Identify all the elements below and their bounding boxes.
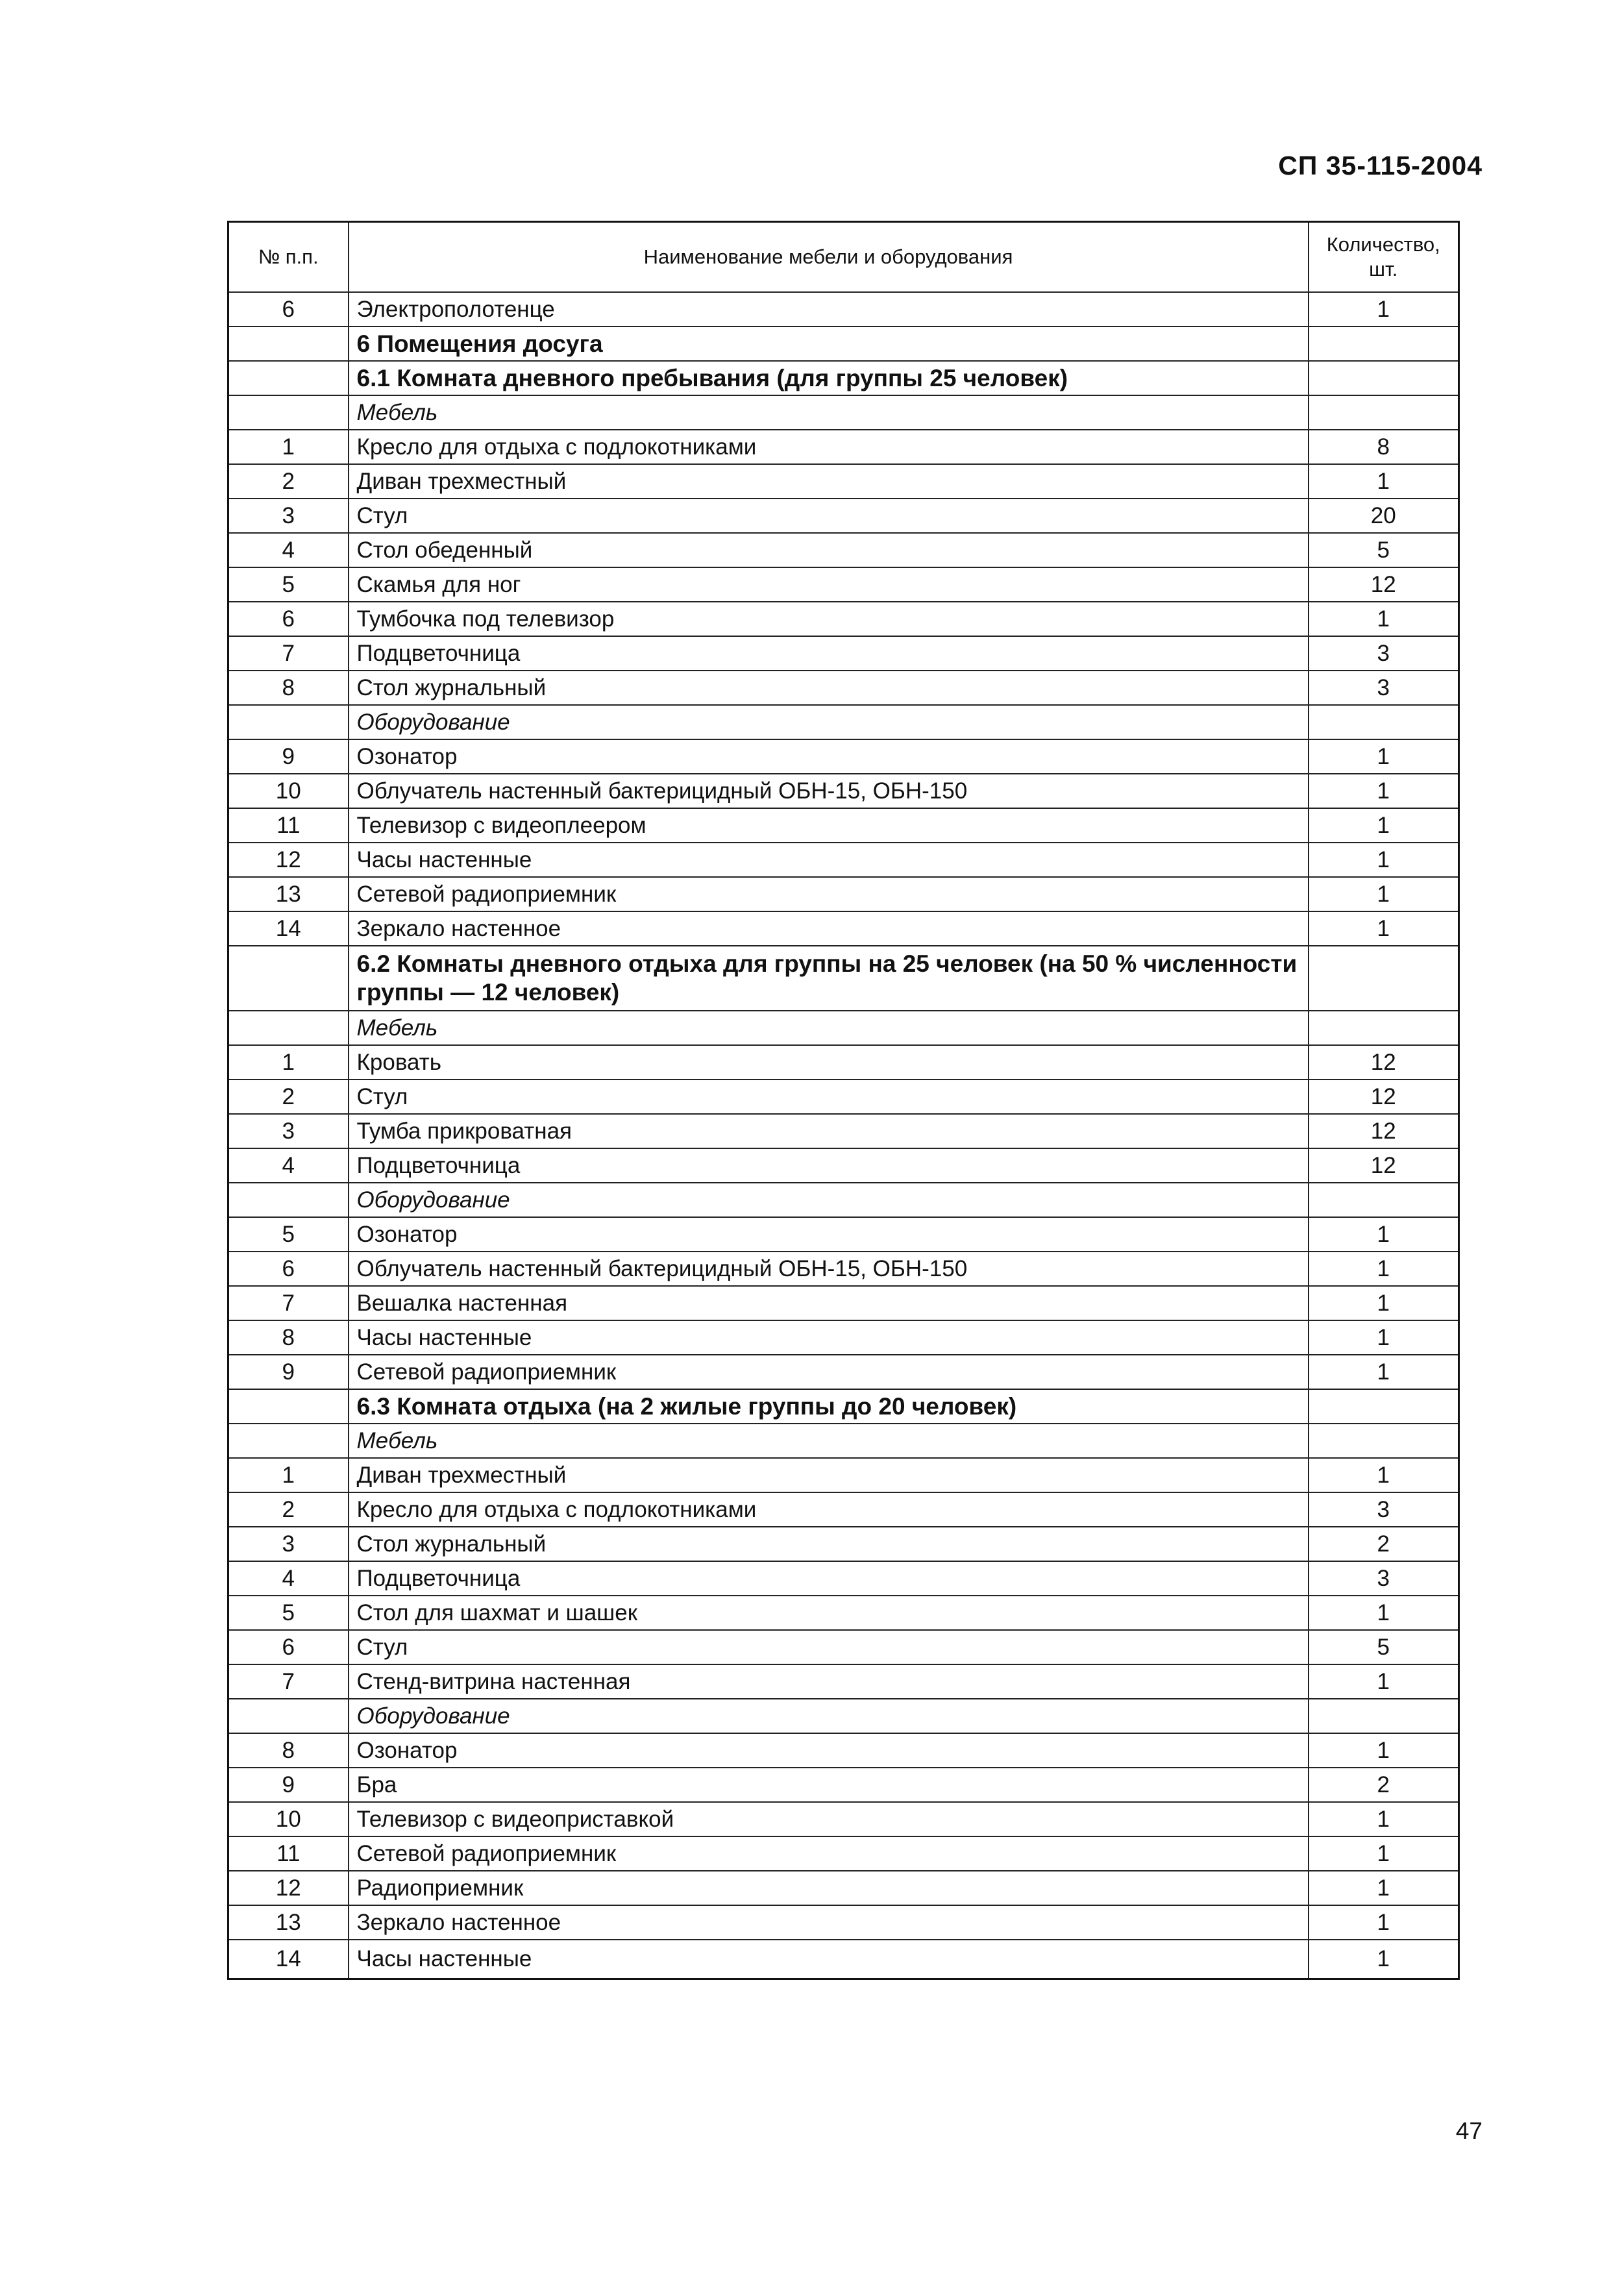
row-number-cell: 7 xyxy=(228,1664,349,1699)
row-name-cell: Кровать xyxy=(349,1045,1309,1080)
row-name-cell: Озонатор xyxy=(349,739,1309,774)
table-row xyxy=(228,499,1459,533)
row-number-cell xyxy=(228,1183,349,1217)
row-name-cell: Радиоприемник xyxy=(349,1871,1309,1905)
row-name-cell: Мебель xyxy=(349,1424,1309,1458)
row-quantity-cell: 1 xyxy=(1309,1320,1459,1355)
table-row xyxy=(228,774,1459,808)
row-quantity-cell: 1 xyxy=(1309,1596,1459,1630)
row-name-cell: Облучатель настенный бактерицидный ОБН-15, ОБН-150 xyxy=(349,1252,1309,1286)
row-quantity-cell: 20 xyxy=(1309,499,1459,533)
row-quantity-cell xyxy=(1309,395,1459,430)
row-name-cell: Тумбочка под телевизор xyxy=(349,602,1309,636)
table-row xyxy=(228,1527,1459,1561)
row-quantity-cell: 1 xyxy=(1309,602,1459,636)
table-row xyxy=(228,1940,1459,1979)
row-number-cell: 6 xyxy=(228,1630,349,1664)
table-row xyxy=(228,1802,1459,1836)
row-name-cell: Сетевой радиоприемник xyxy=(349,1355,1309,1389)
row-number-cell: 2 xyxy=(228,1080,349,1114)
row-quantity-cell xyxy=(1309,1011,1459,1045)
row-number-cell: 13 xyxy=(228,1905,349,1940)
document-code: СП 35-115-2004 xyxy=(1278,151,1483,180)
table-row xyxy=(228,739,1459,774)
row-name-cell: Кресло для отдыха с подлокотниками xyxy=(349,1492,1309,1527)
row-quantity-cell: 2 xyxy=(1309,1768,1459,1802)
row-name-cell: Оборудование xyxy=(349,1699,1309,1733)
row-number-cell: 5 xyxy=(228,567,349,602)
table-row xyxy=(228,1699,1459,1733)
row-number-cell: 4 xyxy=(228,533,349,567)
row-number-cell: 9 xyxy=(228,1355,349,1389)
table-row xyxy=(228,1424,1459,1458)
row-quantity-cell xyxy=(1309,1699,1459,1733)
table-row xyxy=(228,1836,1459,1871)
row-quantity-cell: 1 xyxy=(1309,911,1459,946)
row-name-cell: Тумба прикроватная xyxy=(349,1114,1309,1148)
row-number-cell xyxy=(228,946,349,1011)
row-name-cell: Телевизор с видеоплеером xyxy=(349,808,1309,843)
row-quantity-cell: 3 xyxy=(1309,636,1459,671)
table-row xyxy=(228,1286,1459,1320)
row-number-cell: 6 xyxy=(228,602,349,636)
row-number-cell: 6 xyxy=(228,1252,349,1286)
row-quantity-cell: 1 xyxy=(1309,1664,1459,1699)
row-name-cell: Стол журнальный xyxy=(349,1527,1309,1561)
row-name-cell: Подцветочница xyxy=(349,1561,1309,1596)
row-quantity-cell: 12 xyxy=(1309,567,1459,602)
row-name-cell: 6.2 Комнаты дневного отдыха для группы на 25 человек (на 50 % численности группы — 12 человек) xyxy=(349,946,1309,1011)
row-number-cell: 1 xyxy=(228,1458,349,1492)
row-number-cell: 2 xyxy=(228,464,349,499)
table-row xyxy=(228,1492,1459,1527)
row-quantity-cell: 1 xyxy=(1309,1286,1459,1320)
row-number-cell xyxy=(228,361,349,395)
row-quantity-cell: 2 xyxy=(1309,1527,1459,1561)
row-name-cell: Стенд-витрина настенная xyxy=(349,1664,1309,1699)
page-number: 47 xyxy=(1455,2118,1483,2144)
row-quantity-cell xyxy=(1309,1183,1459,1217)
table-row xyxy=(228,1217,1459,1252)
row-quantity-cell: 1 xyxy=(1309,1733,1459,1768)
row-quantity-cell: 1 xyxy=(1309,843,1459,877)
row-quantity-cell: 1 xyxy=(1309,1940,1459,1979)
row-quantity-cell: 5 xyxy=(1309,1630,1459,1664)
row-number-cell: 3 xyxy=(228,1114,349,1148)
row-name-cell: Озонатор xyxy=(349,1217,1309,1252)
table-row xyxy=(228,1355,1459,1389)
table-header-row xyxy=(228,222,1459,293)
table-row xyxy=(228,1183,1459,1217)
row-number-cell xyxy=(228,395,349,430)
table-row xyxy=(228,843,1459,877)
row-name-cell: Подцветочница xyxy=(349,1148,1309,1183)
table-row xyxy=(228,1905,1459,1940)
row-number-cell xyxy=(228,1424,349,1458)
row-number-cell: 1 xyxy=(228,1045,349,1080)
row-name-cell: Стол журнальный xyxy=(349,671,1309,705)
row-number-cell: 10 xyxy=(228,1802,349,1836)
row-name-cell: Электрополотенце xyxy=(349,292,1309,327)
table-row xyxy=(228,567,1459,602)
row-number-cell: 7 xyxy=(228,636,349,671)
table-row xyxy=(228,1458,1459,1492)
row-quantity-cell: 3 xyxy=(1309,1561,1459,1596)
table-row xyxy=(228,533,1459,567)
row-quantity-cell xyxy=(1309,1424,1459,1458)
table-row xyxy=(228,1320,1459,1355)
table-row xyxy=(228,327,1459,361)
table-row xyxy=(228,361,1459,395)
row-quantity-cell xyxy=(1309,946,1459,1011)
row-name-cell: Зеркало настенное xyxy=(349,911,1309,946)
row-name-cell: 6 Помещения досуга xyxy=(349,327,1309,361)
table-row xyxy=(228,602,1459,636)
row-name-cell: Оборудование xyxy=(349,705,1309,739)
row-name-cell: Мебель xyxy=(349,395,1309,430)
row-name-cell: Оборудование xyxy=(349,1183,1309,1217)
row-number-cell: 12 xyxy=(228,843,349,877)
row-number-cell: 5 xyxy=(228,1596,349,1630)
row-name-cell: Стул xyxy=(349,1080,1309,1114)
row-name-cell: Стол обеденный xyxy=(349,533,1309,567)
row-number-cell xyxy=(228,705,349,739)
row-name-cell: Стол для шахмат и шашек xyxy=(349,1596,1309,1630)
row-number-cell xyxy=(228,327,349,361)
row-name-cell: Озонатор xyxy=(349,1733,1309,1768)
row-name-cell: Скамья для ног xyxy=(349,567,1309,602)
table-row xyxy=(228,877,1459,911)
row-number-cell: 11 xyxy=(228,1836,349,1871)
row-name-cell: Кресло для отдыха с подлокотниками xyxy=(349,430,1309,464)
row-number-cell: 7 xyxy=(228,1286,349,1320)
row-quantity-cell: 12 xyxy=(1309,1114,1459,1148)
row-quantity-cell: 12 xyxy=(1309,1080,1459,1114)
row-quantity-cell: 1 xyxy=(1309,1802,1459,1836)
table-row xyxy=(228,705,1459,739)
table-row xyxy=(228,464,1459,499)
row-quantity-cell: 5 xyxy=(1309,533,1459,567)
row-name-cell: Облучатель настенный бактерицидный ОБН-15, ОБН-150 xyxy=(349,774,1309,808)
row-number-cell: 11 xyxy=(228,808,349,843)
row-number-cell: 6 xyxy=(228,292,349,327)
row-number-cell: 5 xyxy=(228,1217,349,1252)
row-number-cell: 8 xyxy=(228,1733,349,1768)
row-quantity-cell: 12 xyxy=(1309,1148,1459,1183)
row-quantity-cell: 3 xyxy=(1309,1492,1459,1527)
row-number-cell: 8 xyxy=(228,671,349,705)
table-row xyxy=(228,292,1459,327)
row-name-cell: Сетевой радиоприемник xyxy=(349,1836,1309,1871)
row-name-cell: 6.3 Комната отдыха (на 2 жилые группы до 20 человек) xyxy=(349,1389,1309,1424)
row-quantity-cell: 1 xyxy=(1309,464,1459,499)
row-name-cell: Мебель xyxy=(349,1011,1309,1045)
row-number-cell: 2 xyxy=(228,1492,349,1527)
row-number-cell: 3 xyxy=(228,1527,349,1561)
row-number-cell: 4 xyxy=(228,1148,349,1183)
row-name-cell: Диван трехместный xyxy=(349,464,1309,499)
row-quantity-cell: 3 xyxy=(1309,671,1459,705)
row-quantity-cell: 1 xyxy=(1309,1252,1459,1286)
row-name-cell: Диван трехместный xyxy=(349,1458,1309,1492)
row-name-cell: Стул xyxy=(349,499,1309,533)
row-number-cell: 10 xyxy=(228,774,349,808)
column-header-quantity: Количество, шт. xyxy=(1309,222,1459,293)
row-number-cell: 12 xyxy=(228,1871,349,1905)
row-quantity-cell: 1 xyxy=(1309,1355,1459,1389)
row-quantity-cell xyxy=(1309,361,1459,395)
table-row xyxy=(228,1768,1459,1802)
row-name-cell: Телевизор с видеоприставкой xyxy=(349,1802,1309,1836)
row-quantity-cell: 1 xyxy=(1309,1871,1459,1905)
row-number-cell: 1 xyxy=(228,430,349,464)
table-row xyxy=(228,1664,1459,1699)
row-name-cell: Зеркало настенное xyxy=(349,1905,1309,1940)
table-row xyxy=(228,1252,1459,1286)
row-name-cell: Часы настенные xyxy=(349,843,1309,877)
row-number-cell: 14 xyxy=(228,1940,349,1979)
row-number-cell: 13 xyxy=(228,877,349,911)
row-quantity-cell xyxy=(1309,327,1459,361)
row-quantity-cell: 1 xyxy=(1309,1905,1459,1940)
table-row xyxy=(228,636,1459,671)
row-name-cell: Часы настенные xyxy=(349,1320,1309,1355)
row-number-cell: 4 xyxy=(228,1561,349,1596)
row-quantity-cell: 1 xyxy=(1309,774,1459,808)
row-number-cell xyxy=(228,1389,349,1424)
table-row xyxy=(228,946,1459,1011)
row-name-cell: 6.1 Комната дневного пребывания (для группы 25 человек) xyxy=(349,361,1309,395)
row-number-cell: 3 xyxy=(228,499,349,533)
row-name-cell: Подцветочница xyxy=(349,636,1309,671)
table-row xyxy=(228,1148,1459,1183)
table-row xyxy=(228,671,1459,705)
table-row xyxy=(228,1871,1459,1905)
row-number-cell: 14 xyxy=(228,911,349,946)
row-name-cell: Вешалка настенная xyxy=(349,1286,1309,1320)
row-number-cell xyxy=(228,1699,349,1733)
table-row xyxy=(228,1011,1459,1045)
row-quantity-cell xyxy=(1309,705,1459,739)
table-row xyxy=(228,1733,1459,1768)
equipment-table xyxy=(227,221,1460,1980)
column-header-number: № п.п. xyxy=(228,222,349,293)
row-name-cell: Часы настенные xyxy=(349,1940,1309,1979)
table-row xyxy=(228,430,1459,464)
row-quantity-cell: 1 xyxy=(1309,808,1459,843)
table-body xyxy=(228,292,1459,1979)
row-quantity-cell xyxy=(1309,1389,1459,1424)
row-name-cell: Сетевой радиоприемник xyxy=(349,877,1309,911)
row-quantity-cell: 1 xyxy=(1309,1836,1459,1871)
table-row xyxy=(228,1596,1459,1630)
table-row xyxy=(228,1389,1459,1424)
column-header-name: Наименование мебели и оборудования xyxy=(349,222,1309,293)
row-number-cell: 9 xyxy=(228,1768,349,1802)
row-name-cell: Бра xyxy=(349,1768,1309,1802)
table-row xyxy=(228,1561,1459,1596)
table-row xyxy=(228,911,1459,946)
row-number-cell: 9 xyxy=(228,739,349,774)
table-row xyxy=(228,1080,1459,1114)
row-quantity-cell: 1 xyxy=(1309,739,1459,774)
table-row xyxy=(228,1045,1459,1080)
row-name-cell: Стул xyxy=(349,1630,1309,1664)
row-quantity-cell: 8 xyxy=(1309,430,1459,464)
row-quantity-cell: 1 xyxy=(1309,877,1459,911)
row-number-cell: 8 xyxy=(228,1320,349,1355)
table-row xyxy=(228,1114,1459,1148)
row-quantity-cell: 1 xyxy=(1309,1217,1459,1252)
table-row xyxy=(228,395,1459,430)
table-row xyxy=(228,1630,1459,1664)
row-quantity-cell: 1 xyxy=(1309,1458,1459,1492)
table-row xyxy=(228,808,1459,843)
row-quantity-cell: 1 xyxy=(1309,292,1459,327)
row-number-cell xyxy=(228,1011,349,1045)
row-quantity-cell: 12 xyxy=(1309,1045,1459,1080)
